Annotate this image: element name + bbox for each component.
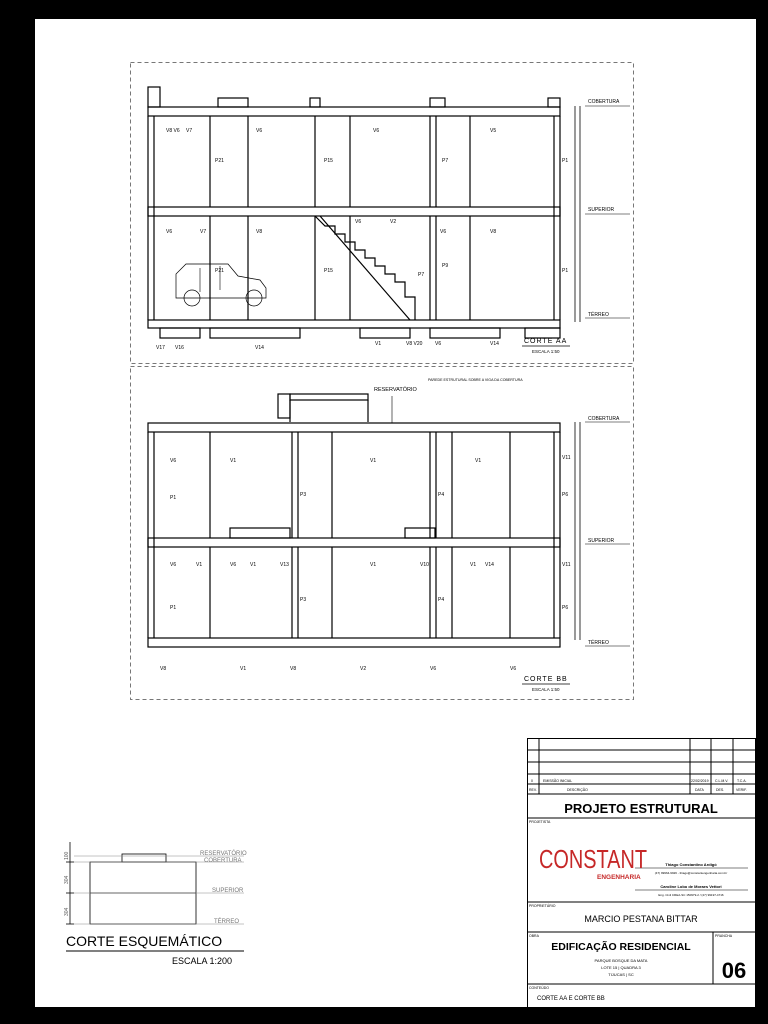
schematic-level-terreo: TÉRREO [214,919,240,925]
svg-text:V6: V6 [355,219,362,225]
bb-level-superior: SUPERIOR [588,538,615,544]
svg-text:V1: V1 [240,666,247,672]
svg-text:V17: V17 [156,345,165,351]
svg-text:P3: P3 [300,492,307,498]
project-type: PROJETO ESTRUTURAL [564,801,718,816]
svg-text:PROPRIETÁRIO: PROPRIETÁRIO [529,904,556,908]
company-sub: ENGENHARIA [597,874,641,881]
bb-level-cobertura: COBERTURA [588,416,620,422]
svg-text:C.L.M.V.: C.L.M.V. [715,779,729,783]
bb-title: CORTE BB [524,676,568,683]
sheet-number: 06 [721,958,747,983]
svg-text:P1: P1 [562,158,569,164]
svg-text:DESCRIÇÃO: DESCRIÇÃO [567,788,588,792]
svg-text:V14: V14 [255,345,264,351]
svg-text:V14: V14 [490,341,499,347]
svg-text:OBRA: OBRA [529,934,539,938]
svg-text:V1: V1 [475,458,482,464]
svg-text:V7: V7 [200,229,207,235]
svg-text:V5: V5 [490,128,497,134]
svg-text:V1: V1 [230,458,237,464]
svg-text:V6: V6 [510,666,517,672]
svg-text:DATA: DATA [695,788,704,792]
company-logo: CONSTANT [539,844,648,874]
svg-text:100: 100 [64,851,70,860]
svg-text:P4: P4 [438,597,445,603]
drawing-sheet [34,18,757,1008]
svg-text:P1: P1 [562,268,569,274]
svg-text:P4: P4 [438,492,445,498]
svg-text:Eng. Civil CREA-SC 150979-2 /: Eng. Civil CREA-SC 150979-2 / (47) 99197-4716 [658,893,724,897]
svg-text:PROJETISTA: PROJETISTA [529,820,551,824]
svg-text:Thiago Constantino Ardigó: Thiago Constantino Ardigó [665,862,717,867]
svg-text:V13: V13 [280,562,289,568]
svg-text:V16: V16 [175,345,184,351]
schematic-title: CORTE ESQUEMÁTICO [66,933,223,949]
svg-text:V1: V1 [370,458,377,464]
schematic-level-reservoir: RESERVATÓRIO [200,851,247,857]
bb-level-terreo: TÉRREO [588,640,609,646]
owner-name: MARCIO PESTANA BITTAR [584,914,698,924]
svg-text:(47) 99964-9926 - thiago@const: (47) 99964-9926 - thiago@constantengenharia.com.br [654,871,728,875]
svg-text:V6: V6 [435,341,442,347]
svg-text:304: 304 [64,907,70,916]
svg-text:V7: V7 [186,128,193,134]
aa-level-superior: SUPERIOR [588,207,615,213]
svg-text:P15: P15 [324,158,333,164]
svg-text:V11: V11 [562,455,571,461]
svg-text:EMISSÃO INICIAL: EMISSÃO INICIAL [543,779,573,783]
svg-text:V8 V6: V8 V6 [166,128,180,134]
svg-text:22/02/2019: 22/02/2019 [691,779,709,783]
svg-text:V1: V1 [470,562,477,568]
bb-note: PAREDE ESTRUTURAL SOBRE A VIGA DA COBERTURA [428,378,523,382]
svg-text:PARQUE BOSQUE DA MATA: PARQUE BOSQUE DA MATA [594,958,648,963]
schematic-scale: ESCALA 1:200 [172,956,233,966]
title-block [527,738,756,1008]
svg-text:V10: V10 [420,562,429,568]
section-bb-drawing [130,366,634,700]
svg-text:V8: V8 [160,666,167,672]
svg-text:P6: P6 [562,492,569,498]
svg-text:V1: V1 [370,562,377,568]
svg-text:P7: P7 [442,158,449,164]
svg-text:V2: V2 [360,666,367,672]
svg-text:V8: V8 [256,229,263,235]
svg-text:T.C.A.: T.C.A. [737,779,747,783]
svg-text:P3: P3 [300,597,307,603]
svg-text:304: 304 [64,875,70,884]
work-name: EDIFICAÇÃO RESIDENCIAL [551,941,691,953]
svg-text:V6: V6 [170,458,177,464]
svg-text:V2: V2 [390,219,397,225]
aa-scale: ESCALA 1:50 [532,349,560,354]
svg-text:DES.: DES. [716,788,725,792]
aa-level-terreo: TÉRREO [588,312,609,318]
svg-text:V8: V8 [490,229,497,235]
svg-text:V6: V6 [430,666,437,672]
svg-text:LOTE 15 | QUADRA 3: LOTE 15 | QUADRA 3 [601,965,641,970]
svg-text:Caroline Lobo de Moraes Vettor: Caroline Lobo de Moraes Vettori [660,884,722,889]
schematic-level-superior: SUPERIOR [212,888,244,894]
svg-text:PRANCHA: PRANCHA [715,934,733,938]
svg-text:P1: P1 [170,605,177,611]
aa-pillar-label: P21 [215,158,224,164]
svg-text:V6: V6 [230,562,237,568]
schematic-level-cobertura: COBERTURA [204,858,242,864]
svg-text:V14: V14 [485,562,494,568]
content-text: CORTE AA E CORTE BB [537,996,605,1002]
svg-text:TIJUCAS | SC: TIJUCAS | SC [608,972,634,977]
aa-level-cobertura: COBERTURA [588,99,620,105]
svg-text:V6: V6 [166,229,173,235]
svg-text:P9: P9 [442,263,449,269]
svg-text:CONTEÚDO: CONTEÚDO [529,986,550,990]
bb-scale: ESCALA 1:50 [532,687,560,692]
svg-text:V6: V6 [256,128,263,134]
svg-text:P7: P7 [418,272,425,278]
bb-reservoir-label: RESERVATÓRIO [374,387,417,393]
svg-text:V1: V1 [375,341,382,347]
svg-text:P15: P15 [324,268,333,274]
svg-text:V11: V11 [562,562,571,568]
svg-text:REV.: REV. [529,788,537,792]
svg-text:P21: P21 [215,268,224,274]
section-aa-drawing [130,62,634,364]
svg-text:P6: P6 [562,605,569,611]
aa-title: CORTE AA [524,338,568,345]
svg-text:0: 0 [531,779,533,783]
svg-text:VERIF.: VERIF. [736,788,747,792]
svg-text:V6: V6 [440,229,447,235]
svg-text:V8: V8 [290,666,297,672]
svg-text:P1: P1 [170,495,177,501]
svg-text:V1: V1 [196,562,203,568]
svg-text:V6: V6 [170,562,177,568]
svg-text:V8 V20: V8 V20 [406,341,423,347]
svg-text:V1: V1 [250,562,257,568]
svg-text:V6: V6 [373,128,380,134]
schematic-section [64,836,284,976]
